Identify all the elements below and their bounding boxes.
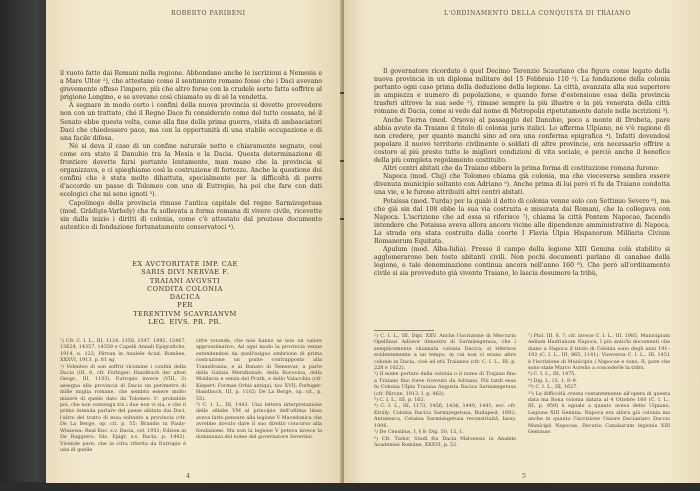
left-paragraph: Capolinogo della provincia rimase l'antica capitale del regno Sarmizegetusa (mod. Grădişte-Varhely) che fu sollevata a forma romana di vivere civile, ricevette sin dalla inizio i diritti di colonia, come c'è attestato dal prezioso documento autentico di fondazione fortunatamente conservatoci ⁴). bbox=[60, 199, 322, 231]
footnote: ²) Il nome portato dalla colonia o il nome di Trajano fino a Traiano fino forse ricevuto da Adriano. Più tardi essa fu Colonia Ulpia Traiana Augusta Dacica Sarmizegetusa (cfr. Pârvan, 1913, I, p. 462). bbox=[374, 371, 516, 397]
footnote: ³) C. I. L., III, p. 162. bbox=[374, 397, 426, 404]
footnote: ¹¹) Le difficoltà creata costantemente all'opera di questa data ma Bona colonia datata al 4 Ottobre 160 (C. I. L., III, p. 959) è eguale a quanto aveva detto Ulpiano, Legione XIII Gemina. Napoca era allora già colonia ma anche in quanto l'iscrizione Uniore Ducianiaro Duccio Municipii Napocae, Decurio Canabarum legionis XIII Geminae. bbox=[528, 390, 670, 436]
left-paragraph: Né si deva il caso di un confine naturale netto e chiaramente segnato, così come era stato il Danubio tra la Mesia e la Dacia. Questa determinazione di frontiere dovette farsi pertanto lentamente, man mano che la provincia si organizzava, e ci spieghiamo così la costruzione di fortezze. Anche la questione dei confini che è stata molto dibattuta, specialmente per la difficoltà di porre d'accordo un passo di Tolomeo con uno di Eutropio, ha poi che fare con dati ecologici che mi sono ignoti ³). bbox=[60, 142, 322, 199]
inscription-line: PER bbox=[177, 301, 193, 310]
inscription-line: EX AVCTORITATE IMP. CAE bbox=[132, 260, 238, 268]
footnote-rule bbox=[374, 330, 434, 331]
inscription-line: LEG. EIVS. PR. PR. bbox=[148, 318, 222, 327]
book-cover-bottom bbox=[0, 482, 700, 491]
left-page bbox=[46, 0, 343, 483]
footnote: ⁹) Dig. L, 15, 1, 8–9. bbox=[528, 377, 578, 384]
inscription-line: CONDITA COLONIA bbox=[147, 284, 223, 293]
inscription-line: DACICA bbox=[169, 293, 201, 302]
right-paragraph: Apulum (mod. Alba-Iulia). Presso il campo della legione XIII Gemina colà stabilito si agglomerarono ben tosto abitanti civili. Non pochi documenti parlano di canabae della legione, e tale denominazione continua ancora nell'anno 160 ⁸). Che però all'ordinamento civile si sia provveduto già vivente Traiano, lo lascia desumere la tribù, bbox=[374, 246, 670, 278]
inscription-line: SARIS DIVI NERVAE F. bbox=[141, 268, 229, 277]
right-body-text bbox=[374, 68, 670, 278]
footnote: cifre rotonde, che non hanno se non un valore approssimativo. Ad ogni modo la provincia venne estendendosi da quell'esiguo embrione di prima costruzione un ponte contrapposto alla Transilvania, e al Banato di Temesvar, a parte della Galizia Meridionale, della Bucovina, della Moldavia e senza del Pruth, e dello Valacchia (cfr. Kiepert: Formae Orbis antiqui, tav. XVII; Forbiger: Handbuch, III, p. 1102; De La Berge, op. cit., p. 55). bbox=[196, 338, 322, 402]
left-body-text bbox=[60, 70, 322, 232]
footnote: ⁶) Cfr. Tudor, Studi fra Dacia Malvensis in Analele Academiei Române, XXXVI, p. 52. bbox=[374, 435, 516, 448]
left-page-number: 4 bbox=[186, 472, 191, 480]
inscription-block bbox=[100, 260, 270, 326]
left-paragraph: A segnare in modo certo i confini della nuova provincia si dovette provvedere non con un trattato, ché il Regno Dace fu considerato come del tutto cessato, né il Senato ebbe questa volta, come alla fine della prima guerra, visita di ambasciatori Daci che chiedessero pace, ma con la opportunità di una stabile occupazione e di una facile difesa. bbox=[60, 102, 322, 142]
footnote: ⁸) C. I. L., III, 1475. bbox=[528, 371, 576, 378]
right-page-number: 5 bbox=[522, 472, 527, 480]
right-paragraph: Altri centri abitati che da Traiano ebbero la prima forma di costituzione romana furono: bbox=[383, 165, 660, 173]
footnote: ⁴) C. I. L., III, 1173, 1456, 1436, 1440, 1441, ecc. cfr. Király: Colonia Dacica Sarmizegetusa, Budapest, 1892; Antonescu, Cetatea Sarmizegetusa reconstituită, Iassy, 1906. bbox=[374, 403, 516, 429]
right-running-head: L'ORDINAMENTO DELLA CONQUISTA DI TRAIANO bbox=[444, 10, 631, 17]
footnote: ⁵) De Censibus, I, § 8; Dig. 50, 15, 1. bbox=[374, 429, 464, 436]
footnote: ²) Volenteo di son soffrir ricomine i confini della Dacia (III, 6, cfr. Forbiger: Handbuch der alten Geogr., III, 1103). Eutropio invece (VIII, 2) assegna alla provincia di Dacia un perimetro di mille miglia romane, che sembra essere molto minore di quello dato da Tolomeo. I¹. probabile poi, che non contenga tra i due non vi sia, e che il primo intenda parlare del paese abitato dai Daci, l'altro del tratto di essa soltanto a provincia (cfr. De La Berge, op. cit. p. 55; Brandis in Pauly-Wissowa: Real Enc. s.v. Dacia, col. 1951; Edison in De Ruggiero: Diz. Epigr. s.v. Dacia, p. 1442). Vivende pure, che la cifra riferita da Eutropio è una di quelle bbox=[60, 363, 186, 453]
right-footnotes-col1 bbox=[374, 333, 516, 469]
inscription-line: TRAIANI AVGVSTI bbox=[149, 276, 221, 285]
right-page bbox=[344, 0, 700, 483]
right-paragraph: Napoca (mod. Cluj) che Tolomeo chiama già colonia, ma che vieceversa sembra essere divenuta municipio soltanto con Adriano ⁵). Anche prima di lui però vi fu da Traiano condotta una vie, e le furono attribuiti altri centri abitati. bbox=[374, 173, 670, 197]
footnote: ¹) Cfr. C. I. L., III, 1124, 1358, 1547. 1892, 12467, 13624, 14357, 14358 e Capelli Annali Epigrafiche, 1914, n. 122; Pârvan in Analele Acad. Române, XXXVI, 1913, p. 61 sg. bbox=[60, 338, 186, 364]
footnote: ¹) C. I. L., III, Dipl. XXV. Anche l'iscrizione di Mercurio Opellinus Adiutor dimostro di Sarmizegetusa, che i semplicemente chiamata colonia Dacica, si riferisce evidentemente a un tempo, in cui non vi erano altre colonie in Dacia, cioè ad età Traianea (cfr. C. I. L., III, p. 228 e 1022). bbox=[374, 333, 516, 372]
right-footnotes-col2 bbox=[528, 333, 670, 469]
footnote: ⁷) Ptol. III, 8, 7; cfr. invece C. I. L., III, 1985, Municipium Aelium Hadrianum Napoca, I più antichi documenti che diano a Napoca il titolo di Colonia sono degli anni 191–192 (C. I. L., III, 865, 1141). Viceversa C. I. L., III, 1451 è l'iscrizione di Municipiu i Napocae e sono, II, pare che sono state Marco Aurelio a concederle la tribù. bbox=[528, 333, 670, 372]
book-cover-edge bbox=[0, 0, 52, 491]
inscription-line: TERENTIVM SCAVRIANVM bbox=[133, 309, 237, 318]
right-paragraph: Potaissa (mod. Turda) per la quale il detto di colonia venne solo con Settimio Severo ⁶), ma che già sin dal 108 ebbe la sua via costruita e misurata dai Romani, che la collegava con Napoca. L'iscrizione che ad essa si riferisce ⁷), chiama la città Pontem Napocae, facendo intendere che Potaissa aveva allora ancora vicine alle dipendenze amministrative di Napoca. La strada era stata costruita dalla coorte I Flavia Ulpia Hispanorum Milliaria Civium Romanorum Equitata. bbox=[374, 197, 670, 245]
left-paragraph: il vuoto fatto dai Romani nella regione. Abbondano anche le iscrizioni a Nemesis e a Mare Ultor ²), che attestano come il sentimento romano fosse che i Daci avevano gravemente offeso l'impero, più che altro forse con la crudele sorte fatta soffrire al prigione Longino, e se avevano così chiamato su di sè la vendetta. bbox=[60, 70, 322, 102]
left-footnotes-col2 bbox=[196, 338, 322, 470]
right-paragraph: Anche Tierna (mod. Orşova) al passaggio del Danubio, poco a monte di Drobeta, pare abbia avuto da Traiano il titolo di colonia juris italici. Lo afferma Ulpiano, né v'è ragione di non credere, per quanto manchi sino ad ora una conferma epigrafica ⁴). Infatti dovendosi popolare il nuovo territorio civilmente o soldati di altre provincie, era necessario offrire a costoro al più presto tutte le migliori condizioni di vita sociale, e perciò anche il benefico della più completa regolamento costituito. bbox=[374, 116, 670, 165]
footnote: ¹⁰) C. I. L., III, 1627. bbox=[528, 384, 578, 391]
left-footnotes-col1 bbox=[60, 338, 186, 470]
right-paragraph: Il governatore ricordato è quel Decimo Terenzio Scauriano che figura come legato della nuova provincia in un diploma militare del 15 Febbraio 110 ¹). La fondazione della colonia pertanto ogni caso prima della deduzione della legione. La città, avanzata alla sua superiore in ampiezza e numero di popolazione, e quando forse d'estensione essa della provincia trasferì altrove la sua sede ²), rimase sempre la più illustre e la più venerata della città romane di Dacia, come si vede dal nome di Metropolis ripetutamente datole nelle iscrizioni ³). bbox=[374, 68, 670, 116]
left-running-head: ROBERTO PARIBENI bbox=[171, 10, 246, 17]
footnote: ³) C. I. L., III, 1443. Una lettera interpretazione delle sillabe VM al principio dell'ultima linea aveva fatto pensare alla legione V Macedonica che avrebbe dovuto dare il suo diretto concorso alla fondazione. Ma non la legione V poteva invece la dominanza del nome del governatore Severino. bbox=[196, 402, 322, 441]
